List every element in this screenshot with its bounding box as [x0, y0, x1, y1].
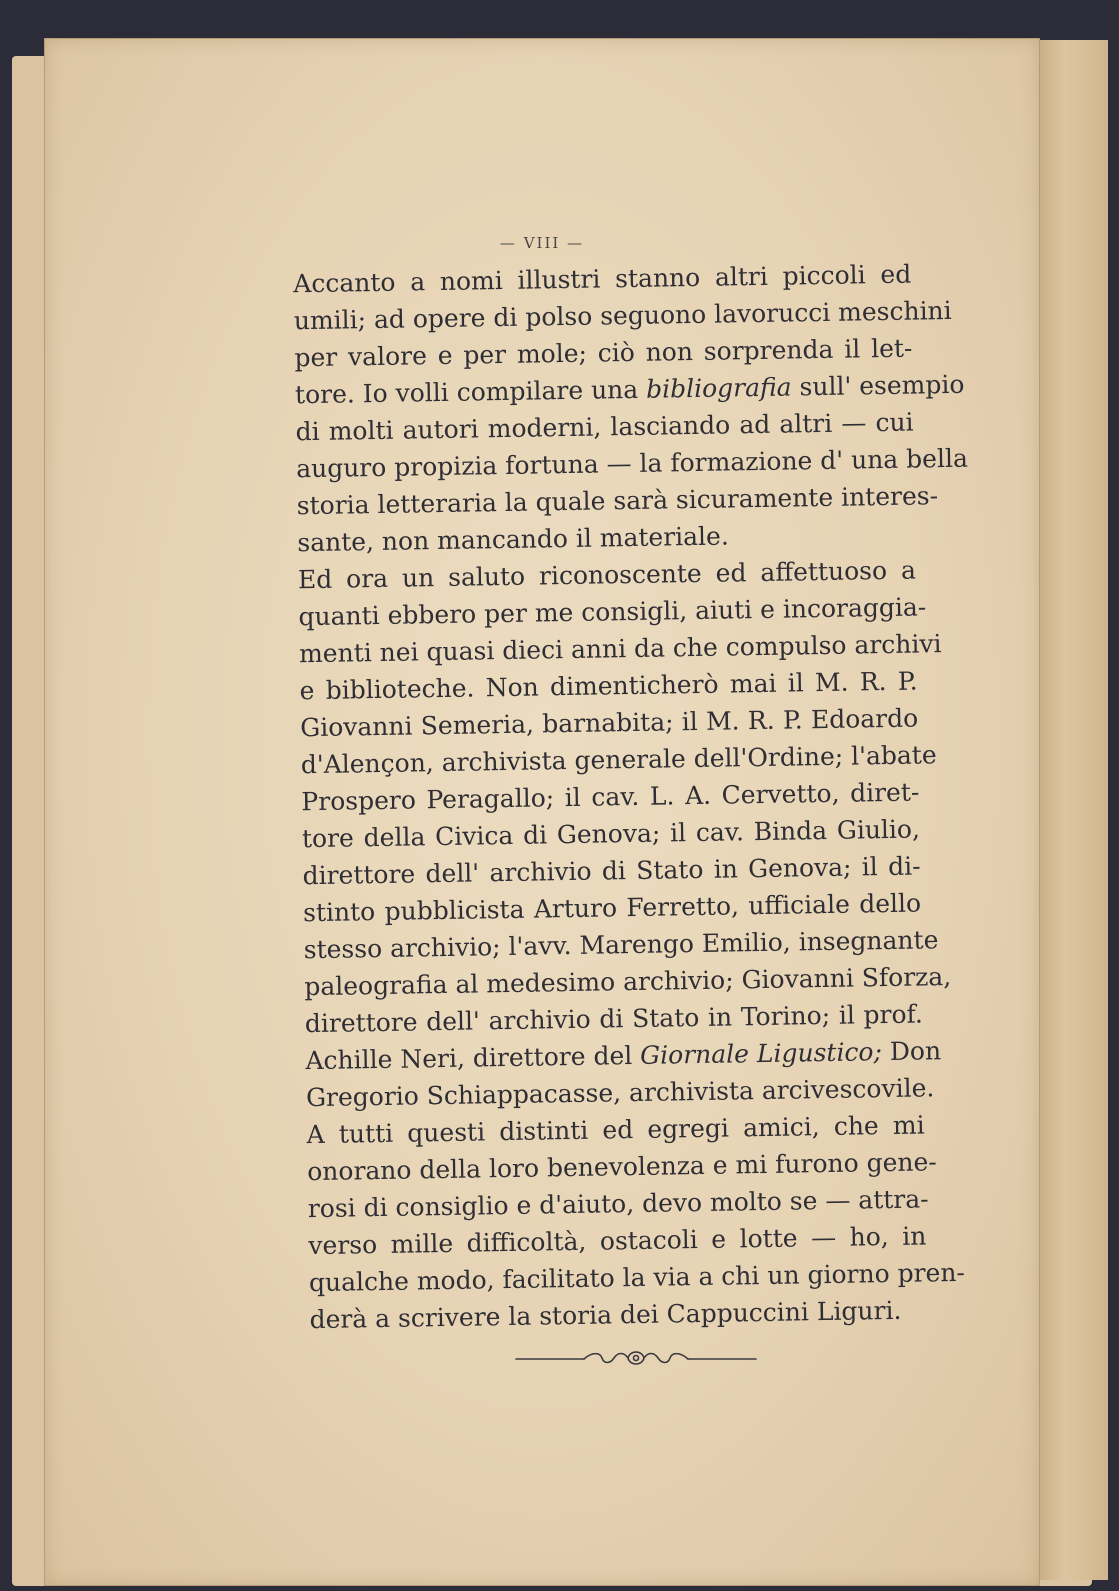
adjacent-page-edge	[1036, 40, 1108, 1580]
text-line: direttore dell' archivio di Stato in Torino; il prof.	[304, 999, 924, 1039]
page-number-header: — VIII —	[499, 234, 585, 252]
text-line: d'Alençon, archivista generale dell'Ordine; l'abate	[300, 740, 937, 780]
text-line: umili; ad opere di polso seguono lavorucci meschini	[293, 295, 952, 336]
text-line: qualche modo, facilitato la via a chi un giorno pren-	[308, 1257, 966, 1298]
text-line: quanti ebbero per me consigli, aiuti e incoraggia-	[298, 592, 927, 632]
text-line: Prospero Peragallo; il cav. L. A. Cervetto, diret-	[301, 777, 920, 817]
text-line: Achille Neri, direttore del Giornale Ligustico; Don	[305, 1036, 942, 1076]
text-line: Gregorio Schiappacasse, archivista arcivescovile.	[305, 1073, 935, 1113]
text-line: sante, non mancando il materiale.	[297, 521, 730, 558]
text-line: tore. Io volli compilare una bibliografia sull' esempio	[294, 369, 965, 410]
paragraph	[247, 256, 969, 562]
text-line: storia letteraria la quale sarà sicuramente interes-	[296, 481, 939, 521]
text-line: derà a scrivere la storia dei Cappuccini Liguri.	[309, 1295, 902, 1335]
text-line: verso mille difficoltà, ostacoli e lotte — ho, in	[308, 1221, 927, 1261]
text-line: rosi di consiglio e d'aiuto, devo molto se — attra-	[307, 1184, 929, 1224]
text-line: di molti autori moderni, lasciando ad altri — cui	[295, 407, 914, 447]
decorative-flourish-icon	[514, 1346, 758, 1372]
text-line: tore della Civica di Genova; il cav. Binda Giulio,	[301, 814, 921, 854]
book-page	[44, 38, 1040, 1586]
text-line: Giovanni Semeria, barnabita; il M. R. P. Edoardo	[300, 703, 919, 743]
text-line: onorano della loro benevolenza e mi furono gene-	[307, 1147, 937, 1187]
paragraph	[252, 552, 952, 1117]
text-line: auguro propizia fortuna — la formazione d' una bella	[295, 443, 969, 484]
text-line: paleografia al medesimo archivio; Giovanni Sforza,	[304, 962, 952, 1002]
text-line: Ed ora un saluto riconoscente ed affettuoso a	[297, 555, 917, 595]
body-text	[247, 256, 969, 1339]
text-line: Accanto a nomi illustri stanno altri piccoli ed	[293, 259, 912, 299]
text-line: A tutti questi distinti ed egregi amici, che mi	[306, 1110, 925, 1150]
text-line: direttore dell' archivio di Stato in Genova; il di-	[302, 851, 921, 891]
paragraph	[260, 1106, 966, 1338]
italic-title: bibliografia	[645, 372, 792, 404]
text-line: stinto pubblicista Arturo Ferretto, ufficiale dello	[302, 888, 922, 928]
italic-title: Giornale Ligustico;	[639, 1037, 883, 1070]
text-line: e biblioteche. Non dimenticherò mai il M. R. P.	[299, 666, 918, 706]
text-line: per valore e per mole; ciò non sorprenda il let-	[294, 333, 913, 373]
text-line: menti nei quasi dieci anni da che compulso archivi	[298, 629, 942, 669]
text-line: stesso archivio; l'avv. Marengo Emilio, insegnante	[303, 925, 939, 965]
